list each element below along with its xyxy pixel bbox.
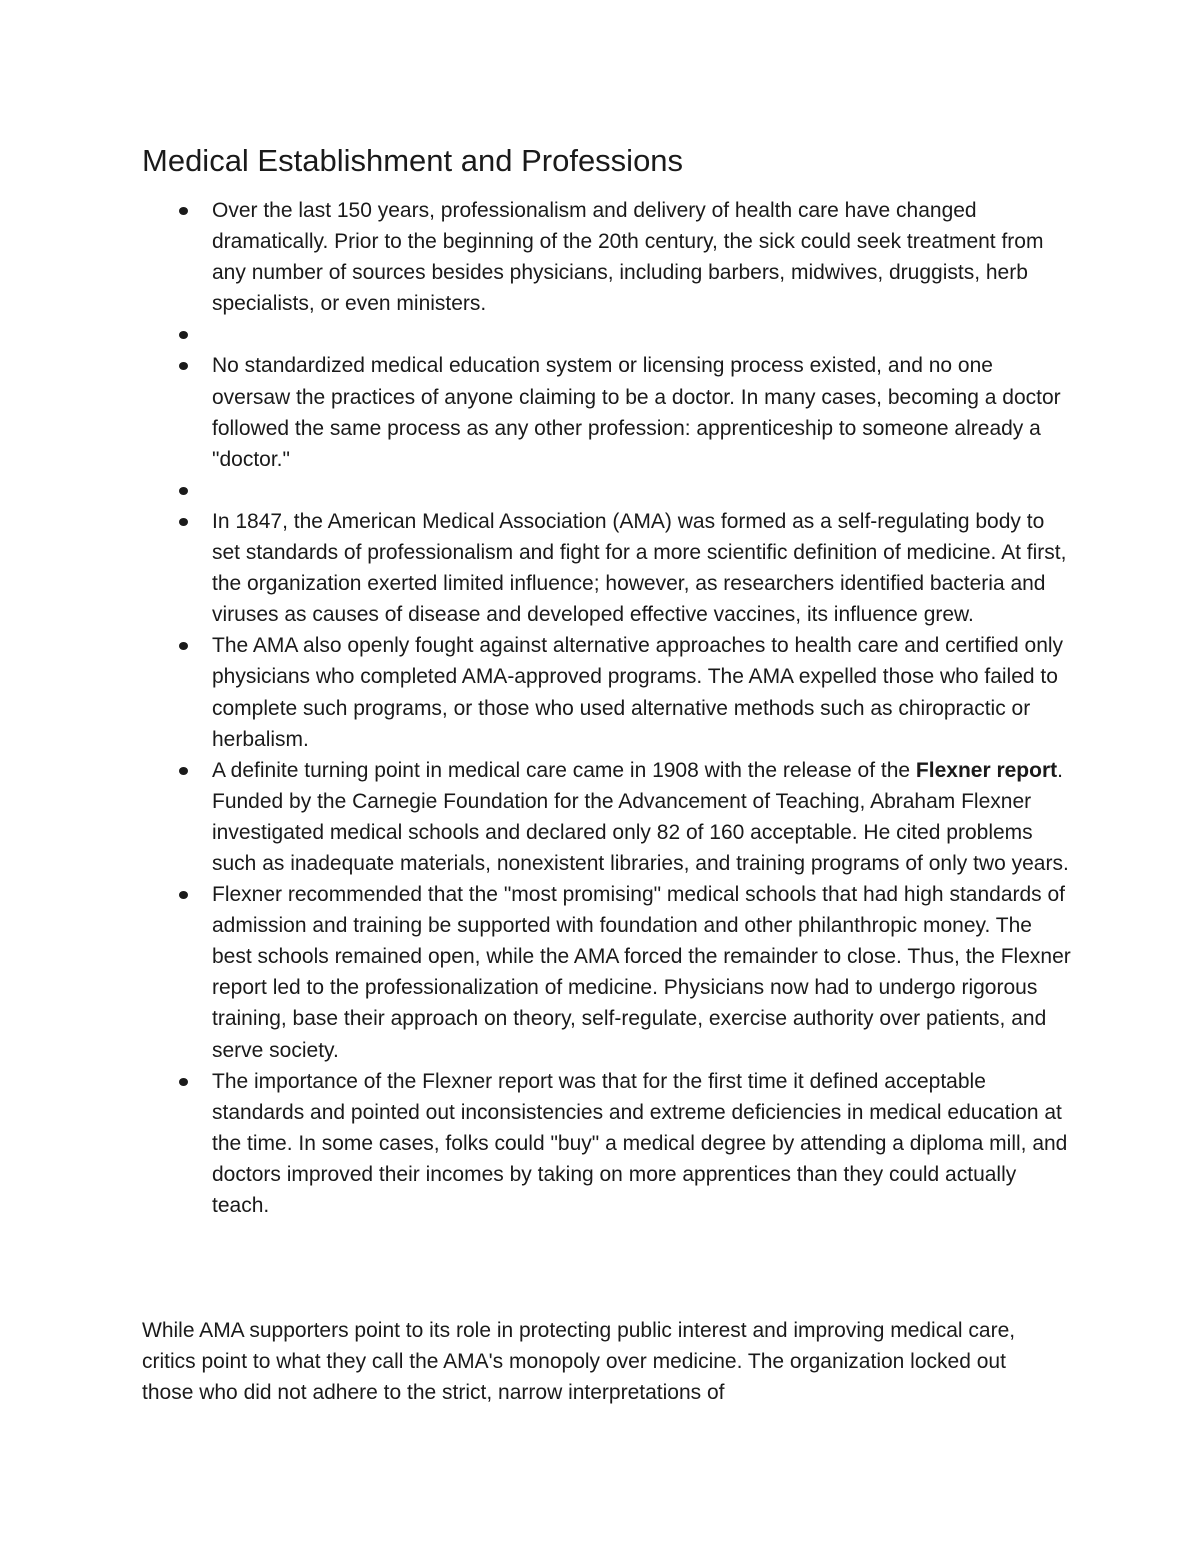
bullet-item — [0, 1066, 1072, 1221]
bullet-dot-icon — [179, 331, 188, 339]
bullet-item — [0, 350, 1072, 474]
bullet-item — [0, 195, 1072, 319]
flexner-report-term: Flexner report — [915, 758, 1058, 782]
bullet-dot-icon — [179, 207, 188, 215]
bullet-dot-icon — [179, 1078, 188, 1086]
bullet-text: The importance of the Flexner report was that for the first time it defined acceptable standards and pointed out inconsistencies and extreme deficiencies in medical education at the time. In some cases, folks could "buy" a medical degree by attending a diploma mill, and doctors improved their incomes by taking on more apprentices than they could actually teach. — [212, 1069, 1068, 1217]
bullet-text: No standardized medical education system or licensing process existed, and no one oversaw the practices of anyone claiming to be a doctor. In many cases, becoming a doctor followed the same process as any other profession: apprenticeship to someone already a "doctor." — [212, 354, 1061, 471]
bullet-dot-icon — [179, 891, 188, 899]
bullet-item — [0, 755, 1072, 879]
bullet-dot-icon — [179, 767, 188, 775]
bullet-item — [0, 879, 1072, 1066]
bullet-text: Over the last 150 years, professionalism and delivery of health care have changed dramatically. Prior to the beginning of the 20th century, the sick could seek treatment from any number of sources besides physicians, including barbers, midwives, druggists, herb specialists, or even ministers. — [212, 199, 1044, 316]
bullet-item-empty — [0, 319, 1072, 350]
bullet-dot-icon — [179, 518, 188, 526]
bullet-list — [0, 195, 1200, 1221]
bullet-text: In 1847, the American Medical Association (AMA) was formed as a self-regulating body to set standards of professionalism and fight for a more scientific definition of medicine. At first, the organization exerted limited influence; however, as researchers identified bacteria and viruses as causes of disease and developed effective vaccines, its influence grew. — [212, 509, 1067, 627]
bullet-text: The AMA also openly fought against alternative approaches to health care and certified only physicians who completed AMA-approved programs. The AMA expelled those who failed to complete such programs, or those who used alternative methods such as chiropractic or herbalism. — [212, 634, 1064, 751]
closing-paragraph: While AMA supporters point to its role in protecting public interest and improving medical care, critics point to what they call the AMA's monopoly over medicine. The organization locked out those who did not adhere to the strict, narrow interpretations of — [142, 1319, 1016, 1405]
bullet-item — [0, 506, 1072, 630]
bullet-text-before: A definite turning point in medical care came in 1908 with the release of the — [212, 758, 916, 782]
bullet-dot-icon — [179, 362, 188, 370]
document-title: Medical Establishment and Professions — [142, 143, 684, 178]
bullet-dot-icon — [179, 487, 188, 495]
bullet-item-empty — [0, 475, 1072, 506]
bullet-dot-icon — [179, 642, 188, 650]
bullet-item — [0, 630, 1072, 754]
bullet-text: Flexner recommended that the "most promising" medical schools that had high standards of admission and training be supported with foundation and other philanthropic money. The best schools remained open, while the AMA forced the remainder to close. Thus, the Flexner report led to the professionalization of medicine. Physicians now had to undergo rigorous training, base their approach on theory, self-regulate, exercise authority over patients, and serve society. — [212, 883, 1071, 1062]
bullet-text-after: . Funded by the Carnegie Foundation for the Advancement of Teaching, Abraham Flexner investigated medical schools and declared only 82 of 160 acceptable. He cited problems such as inadequate materials, nonexistent libraries, and training programs of only two years. — [212, 758, 1069, 875]
